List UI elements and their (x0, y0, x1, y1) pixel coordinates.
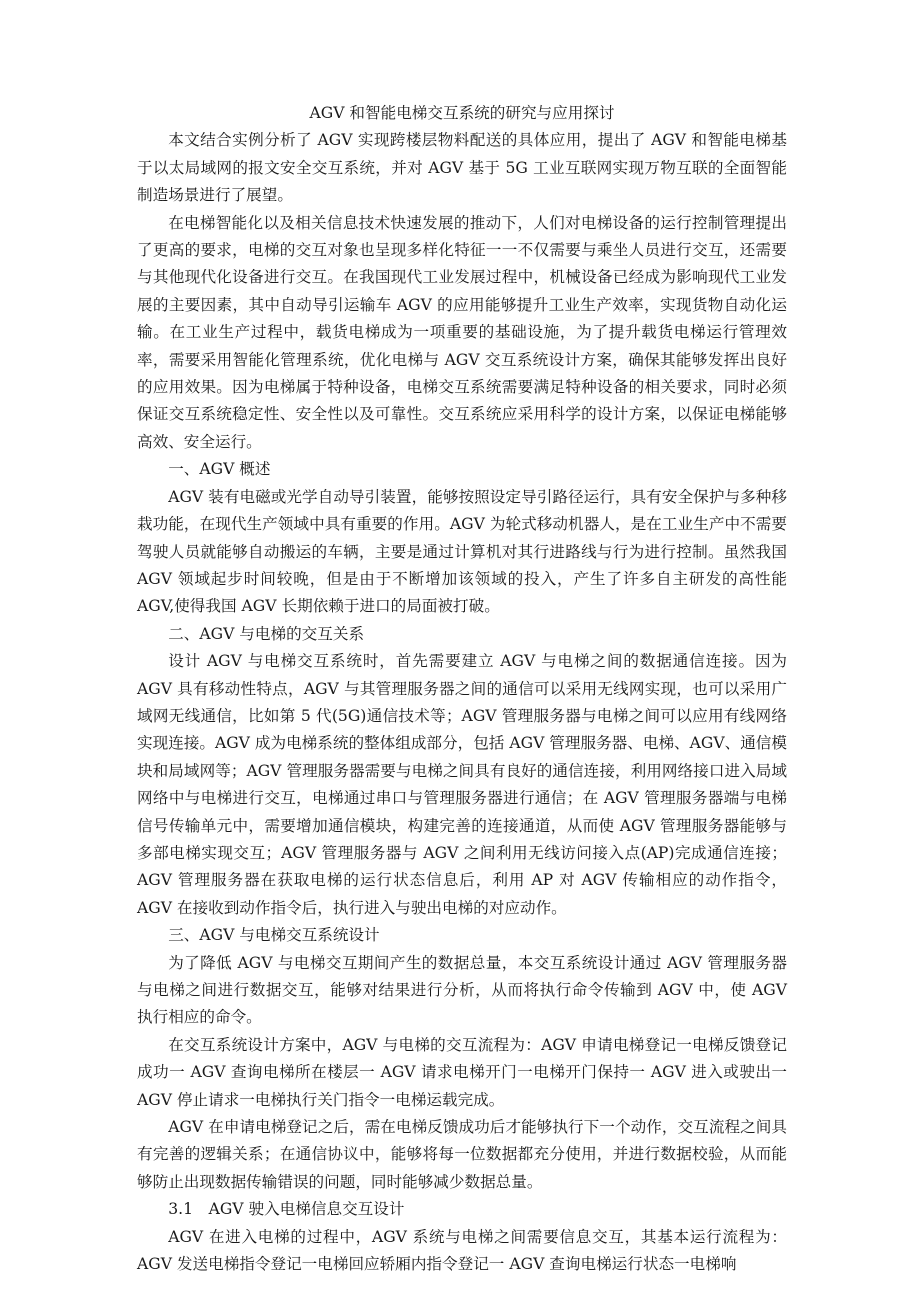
agv-overview-paragraph: AGV 装有电磁或光学自动导引装置，能够按照设定导引路径运行，具有安全保护与多种移栽功能，在现代生产领域中具有重要的作用。AGV 为轮式移动机器人，是在工业生产中不需要驾驶人员就能够自动搬运的车辆，主要是通过计算机对其行进路线与行为进行控制。虽然我国 AGV 领域起步时间较晚，但是由于不断增加该领域的投入，产生了许多自主研发的高性能 AGV,使得我国 AGV 长期依赖于进口的局面被打破。 (137, 487, 787, 616)
document-page (137, 100, 787, 1278)
protocol-paragraph: AGV 在申请电梯登记之后，需在电梯反馈成功后才能够执行下一个动作，交互流程之间具有完善的逻辑关系；在通信协议中，能够将每一位数据都充分使用，并进行数据校验，从而能够防止出现数据传输错误的问题，同时能够减少数据总量。 (137, 1118, 787, 1191)
section-heading-agv-overview: 一、AGV 概述 (168, 460, 271, 479)
section-heading-system-design: 三、AGV 与电梯交互系统设计 (168, 926, 380, 945)
interaction-paragraph: 设计 AGV 与电梯交互系统时，首先需要建立 AGV 与电梯之间的数据通信连接。因为 AGV 具有移动性特点，AGV 与其管理服务器之间的通信可以采用无线网实现，也可以采用广域网无线通信，比如第 5 代(5G)通信技术等；AGV 管理服务器与电梯之间可以应用有线网络实现连接。AGV 成为电梯系统的整体组成部分，包括 AGV 管理服务器、电梯、AGV、通信模块和局域网等；AGV 管理服务器需要与电梯之间具有良好的通信连接，利用网络接口进入局域网络中与电梯进行交互，电梯通过串口与管理服务器进行通信；在 AGV 管理服务器端与电梯信号传输单元中，需要增加通信模块，构建完善的连接通道，从而使 AGV 管理服务器能够与多部电梯实现交互；AGV 管理服务器与 AGV 之间利用无线访问接入点(AP)完成通信连接；AGV 管理服务器在获取电梯的运行状态信息后，利用 AP 对 AGV 传输相应的动作指令，AGV 在接收到动作指令后，执行进入与驶出电梯的对应动作。 (137, 652, 787, 917)
entry-flow-paragraph: AGV 在进入电梯的过程中，AGV 系统与电梯之间需要信息交互，其基本运行流程为：AGV 发送电梯指令登记一电梯回应轿厢内指令登记一 AGV 查询电梯运行状态一电梯响 (137, 1227, 787, 1274)
interaction-flow-paragraph: 在交互系统设计方案中，AGV 与电梯的交互流程为：AGV 申请电梯登记一电梯反馈登记成功一 AGV 查询电梯所在楼层一 AGV 请求电梯开门一电梯开门保持一 AGV 进入或驶出一 AGV 停止请求一电梯执行关门指令一电梯运载完成。 (137, 1035, 787, 1109)
subsection-heading-3-1: 3.1 AGV 驶入电梯信息交互设计 (168, 1200, 405, 1219)
intro-paragraph: 在电梯智能化以及相关信息技术快速发展的推动下，人们对电梯设备的运行控制管理提出了更高的要求，电梯的交互对象也呈现多样化特征一一不仅需要与乘坐人员进行交互，还需要与其他现代化设备进行交互。在我国现代工业发展过程中，机械设备已经成为影响现代工业发展的主要因素，其中自动导引运输车 AGV 的应用能够提升工业生产效率，实现货物自动化运输。在工业生产过程中，载货电梯成为一项重要的基础设施，为了提升载货电梯运行管理效率，需要采用智能化管理系统，优化电梯与 AGV 交互系统设计方案，确保其能够发挥出良好的应用效果。因为电梯属于特种设备，电梯交互系统需要满足特种设备的相关要求，同时必须保证交互系统稳定性、安全性以及可靠性。交互系统应采用科学的设计方案，以保证电梯能够高效、安全运行。 (137, 213, 787, 451)
section-heading-interaction: 二、AGV 与电梯的交互关系 (168, 624, 365, 643)
abstract-paragraph: 本文结合实例分析了 AGV 实现跨楼层物料配送的具体应用，提出了 AGV 和智能电梯基于以太局域网的报文安全交互系统，并对 AGV 基于 5G 工业互联网实现万物互联的全面智能制造场景进行了展望。 (137, 131, 787, 205)
system-design-paragraph: 为了降低 AGV 与电梯交互期间产生的数据总量，本交互系统设计通过 AGV 管理服务器与电梯之间进行数据交互，能够对结果进行分析，从而将执行命令传输到 AGV 中，使 AGV 执行相应的命令。 (137, 953, 787, 1027)
document-title: AGV 和智能电梯交互系统的研究与应用探讨 (309, 104, 615, 122)
